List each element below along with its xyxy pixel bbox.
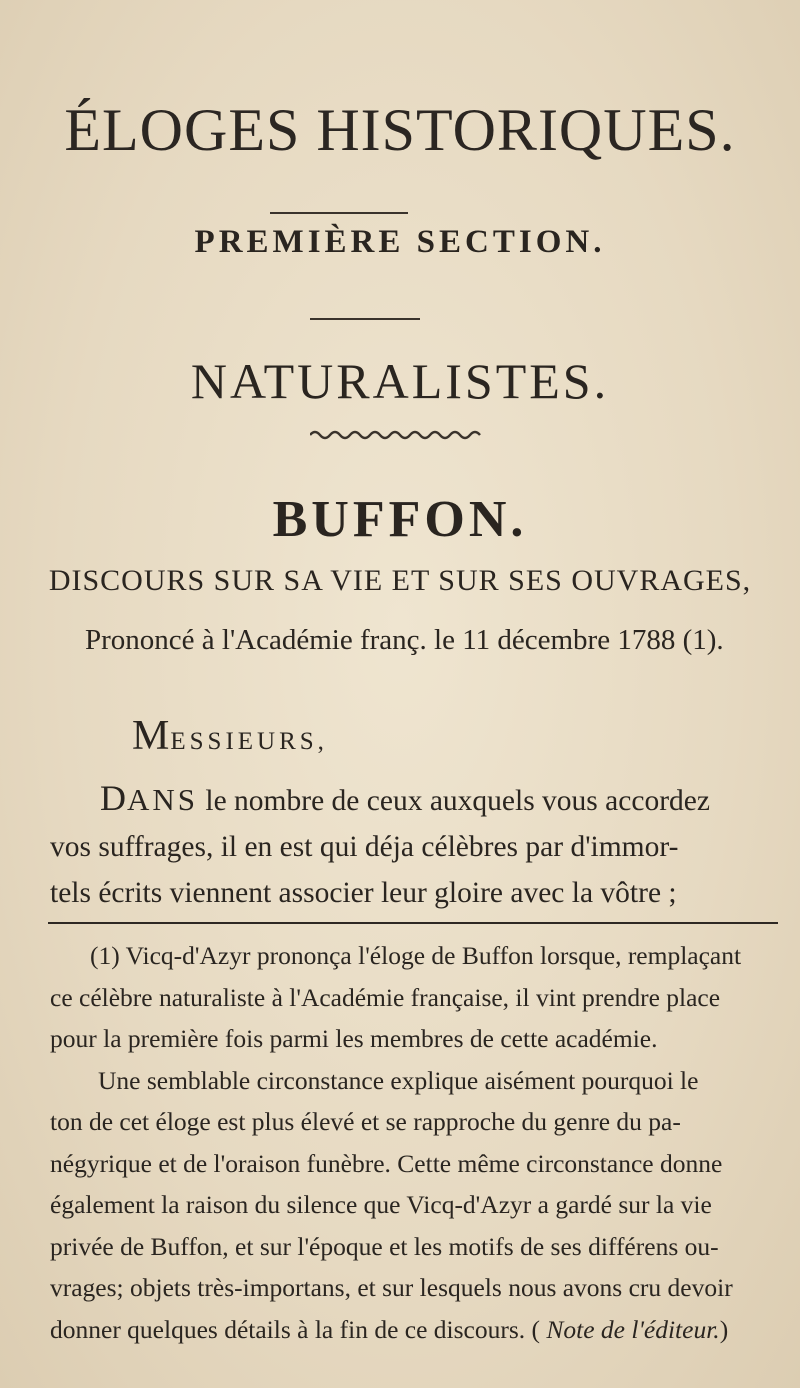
editor-note: Note de l'éditeur.	[546, 1314, 720, 1344]
salutation	[132, 713, 328, 762]
dans-initial: D	[100, 778, 127, 818]
salutation-rest: ESSIEURS,	[170, 728, 328, 755]
salutation-initial: M	[132, 713, 171, 759]
category-title: NATURALISTES.	[190, 353, 610, 409]
footnote-line: pour la première fois parmi les membres de cette académie.	[50, 1024, 658, 1053]
body-line	[50, 775, 790, 824]
footnote-line: privée de Buffon, et sur l'époque et les motifs de ses différens ou-	[50, 1231, 719, 1261]
main-title: ÉLOGES HISTORIQUES.	[64, 97, 736, 163]
discourse-title: DISCOURS SUR SA VIE ET SUR SES OUVRAGES,	[48, 564, 752, 597]
subject-title: BUFFON.	[272, 491, 528, 548]
body-line: tels écrits viennent associer leur gloire avec la vôtre ;	[50, 877, 677, 909]
footnote-line: également la raison du silence que Vicq-d'Azyr a gardé sur la vie	[50, 1190, 712, 1219]
footnote-divider	[48, 922, 778, 924]
section-title: PREMIÈRE SECTION.	[194, 224, 606, 260]
dans-word	[100, 778, 199, 818]
footnote-line: ton de cet éloge est plus élevé et se rapproche du genre du pa-	[50, 1107, 681, 1136]
footnote-last-text: donner quelques détails à la fin de ce discours. (	[50, 1314, 547, 1344]
body-line: vos suffrages, il en est qui déja célèbres par d'immor-	[50, 831, 679, 863]
wavy-ornament	[310, 428, 485, 442]
title-divider	[270, 212, 408, 214]
body-line-text: le nombre de ceux auxquels vous accordez	[198, 785, 710, 817]
footnote-line: Une semblable circonstance explique aisément pourquoi le	[98, 1065, 699, 1095]
footnote-line	[50, 1309, 790, 1351]
section-divider	[310, 318, 420, 320]
dans-rest: ANS	[127, 782, 199, 817]
footnote-line: négyrique et de l'oraison funèbre. Cette même circonstance donne	[50, 1148, 723, 1178]
pronounced-line: Prononcé à l'Académie franç. le 11 décembre 1788 (1).	[85, 624, 724, 656]
footnote-line: ce célèbre naturaliste à l'Académie française, il vint prendre place	[50, 982, 721, 1012]
footnote	[50, 935, 790, 1350]
footnote-close-paren: )	[719, 1314, 729, 1344]
footnote-line: (1) Vicq-d'Azyr prononça l'éloge de Buffon lorsque, remplaçant	[90, 941, 742, 970]
footnote-line: vrages; objets très-importans, et sur lesquels nous avons cru devoir	[50, 1273, 733, 1302]
body-paragraph	[50, 775, 790, 916]
